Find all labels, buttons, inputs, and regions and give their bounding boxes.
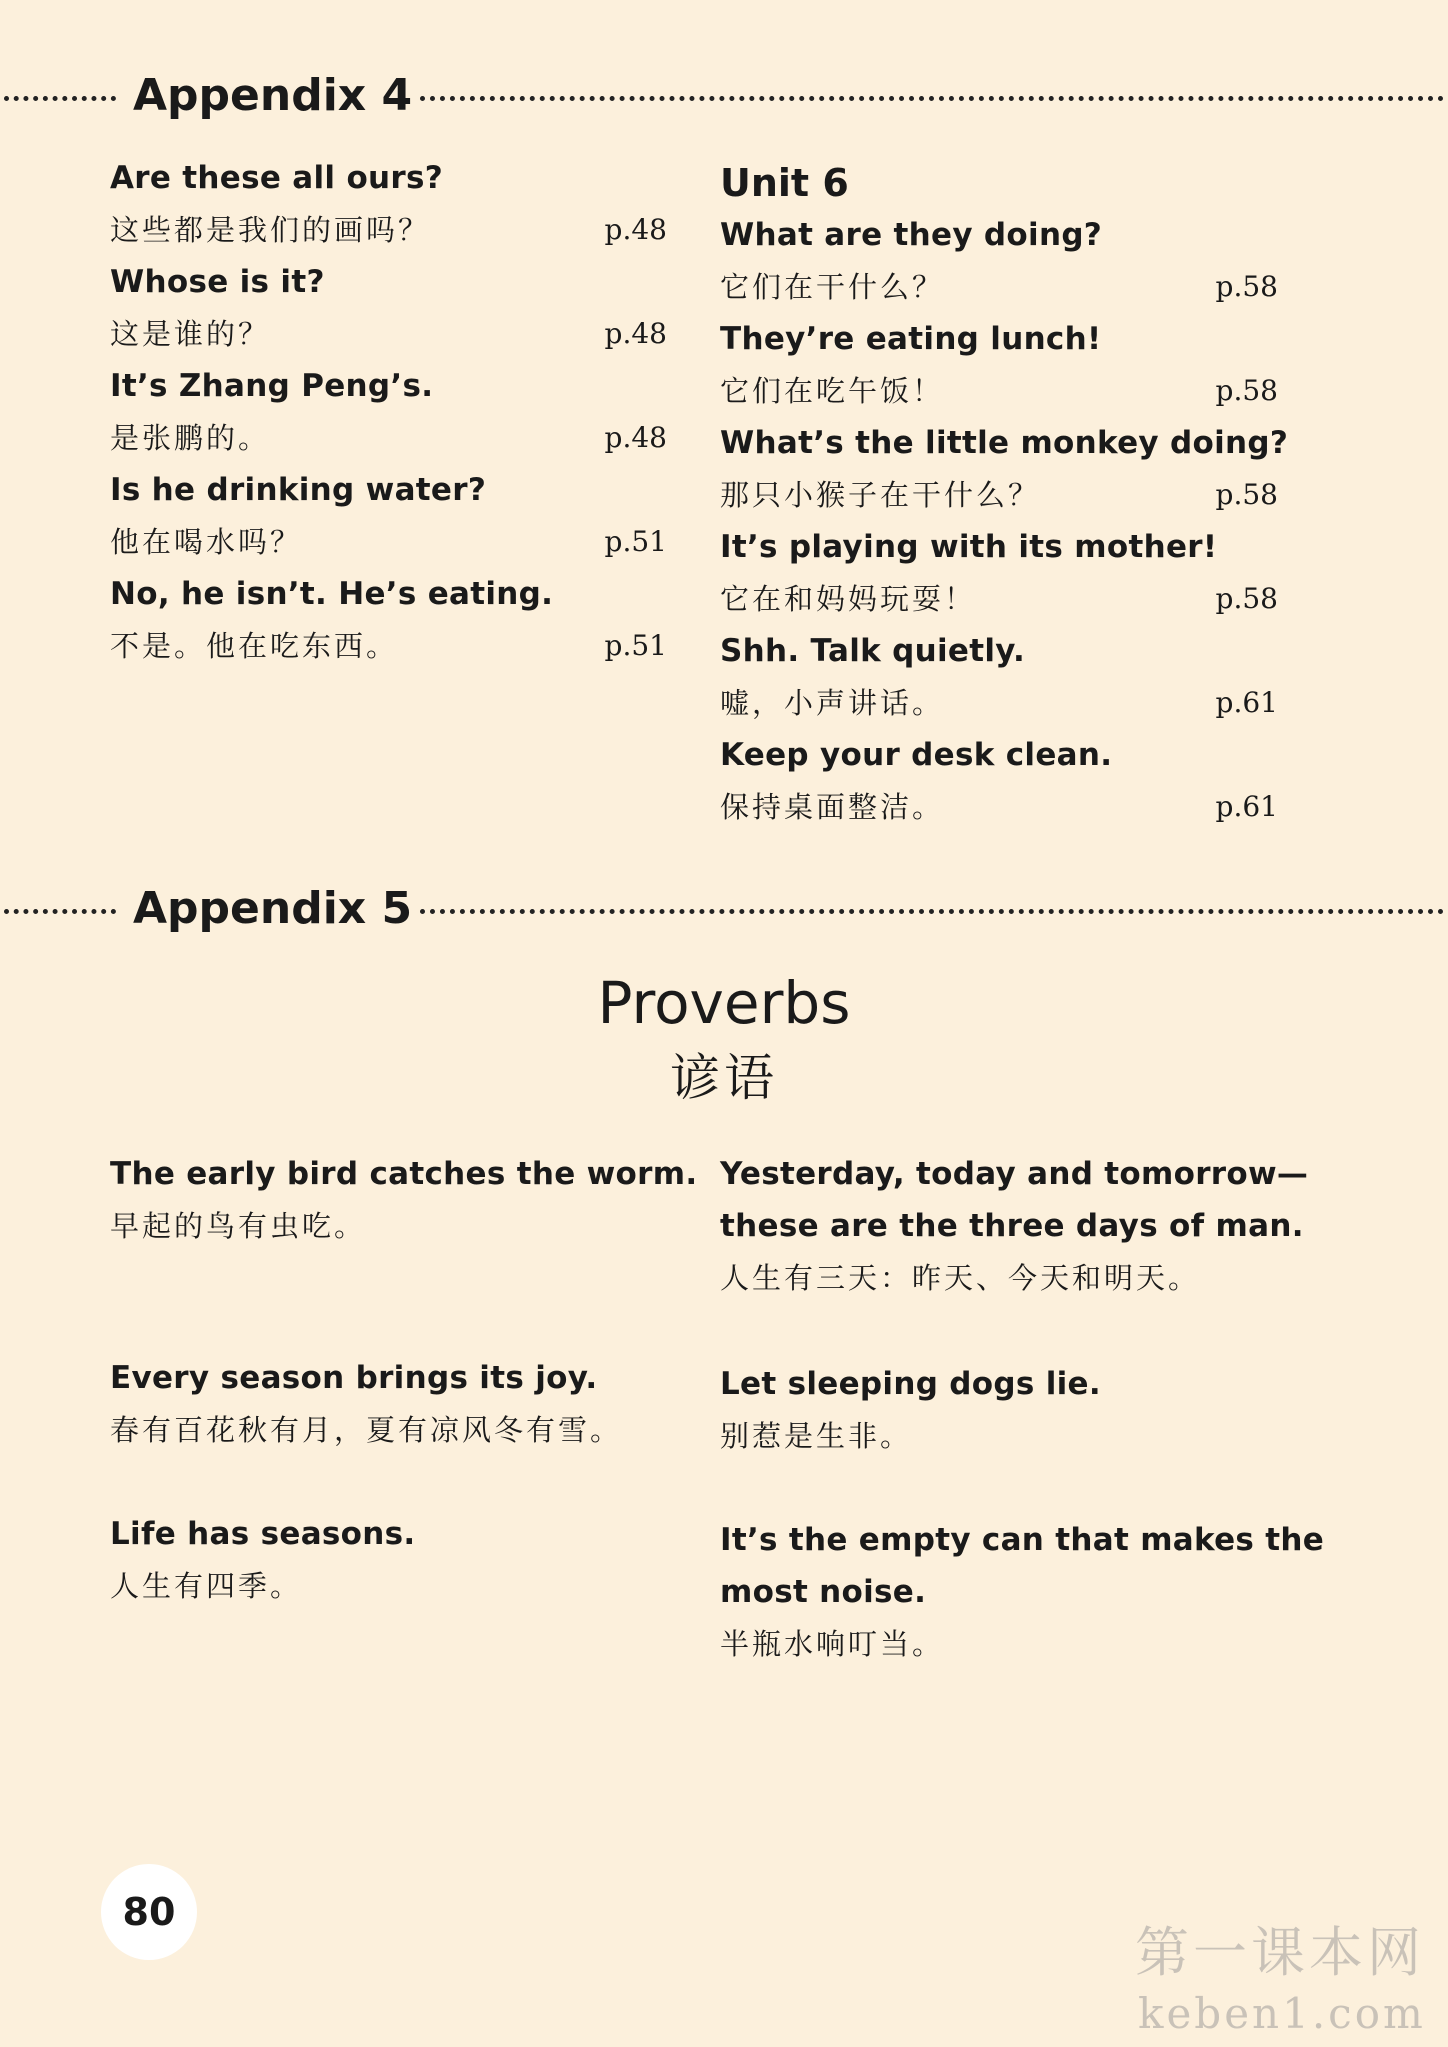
appendix-5-header bbox=[0, 879, 1448, 939]
watermark-chinese: 第一课本网 bbox=[1135, 1921, 1425, 1984]
phrase-item bbox=[110, 568, 667, 672]
phrase-translation-row bbox=[110, 204, 667, 256]
proverb-item bbox=[110, 1148, 698, 1252]
phrase-item bbox=[720, 625, 1278, 729]
proverb-english-line-2: these are the three days of man. bbox=[720, 1208, 1304, 1244]
phrase-chinese: 这是谁的？ bbox=[110, 317, 271, 351]
proverb-chinese: 早起的鸟有虫吃。 bbox=[110, 1209, 367, 1243]
unit-6-title: Unit 6 bbox=[720, 161, 849, 205]
phrase-english: It’s playing with its mother! bbox=[720, 529, 1218, 565]
phrase-chinese: 它们在干什么？ bbox=[720, 270, 945, 304]
phrase-chinese: 不是。他在吃东西。 bbox=[110, 629, 399, 663]
phrase-item bbox=[720, 521, 1278, 625]
appendix-4-title: Appendix 4 bbox=[133, 70, 413, 121]
phrase-item bbox=[720, 209, 1278, 313]
page-reference: p.48 bbox=[604, 317, 667, 350]
dotted-rule-right bbox=[420, 96, 1444, 101]
phrase-chinese: 它们在吃午饭！ bbox=[720, 374, 945, 408]
phrase-chinese: 它在和妈妈玩耍！ bbox=[720, 582, 977, 616]
phrase-translation-row bbox=[720, 365, 1278, 417]
proverb-english-line-1: It’s the empty can that makes the bbox=[720, 1522, 1325, 1558]
phrase-item bbox=[110, 360, 667, 464]
proverb-item bbox=[720, 1358, 1340, 1462]
phrase-translation-row bbox=[110, 516, 667, 568]
page-reference: p.48 bbox=[604, 421, 667, 454]
phrase-item bbox=[110, 256, 667, 360]
proverbs-title: Proverbs bbox=[597, 969, 851, 1037]
phrase-english: What are they doing? bbox=[720, 217, 1103, 253]
phrase-english: Is he drinking water? bbox=[110, 472, 487, 508]
watermark-url: keben1.com bbox=[1138, 1989, 1426, 2038]
phrase-translation-row bbox=[720, 781, 1278, 833]
proverb-chinese: 人生有三天：昨天、今天和明天。 bbox=[720, 1261, 1201, 1295]
proverb-chinese: 人生有四季。 bbox=[110, 1569, 303, 1603]
phrase-chinese: 嘘，小声讲话。 bbox=[720, 686, 945, 720]
proverbs-title-chinese: 谚语 bbox=[670, 1049, 778, 1107]
phrase-item bbox=[720, 729, 1278, 833]
page-reference: p.61 bbox=[1215, 686, 1278, 719]
page-reference: p.48 bbox=[604, 213, 667, 246]
phrase-translation-row bbox=[110, 620, 667, 672]
phrase-chinese: 他在喝水吗？ bbox=[110, 525, 303, 559]
dotted-rule-left bbox=[4, 909, 116, 914]
page-number: 80 bbox=[101, 1864, 197, 1960]
proverb-english: Let sleeping dogs lie. bbox=[720, 1366, 1101, 1402]
page-reference: p.51 bbox=[604, 629, 667, 662]
proverb-english: Life has seasons. bbox=[110, 1516, 416, 1552]
phrase-english: It’s Zhang Peng’s. bbox=[110, 368, 434, 404]
proverb-english-line-2: most noise. bbox=[720, 1574, 927, 1610]
page-reference: p.51 bbox=[604, 525, 667, 558]
appendix-4-header bbox=[0, 66, 1448, 126]
proverb-english: The early bird catches the worm. bbox=[110, 1156, 698, 1192]
proverb-item bbox=[720, 1514, 1340, 1670]
phrase-chinese: 保持桌面整洁。 bbox=[720, 790, 945, 824]
appendix-4-left-column bbox=[110, 152, 667, 672]
phrase-item bbox=[110, 464, 667, 568]
phrase-translation-row bbox=[720, 573, 1278, 625]
dotted-rule-right bbox=[420, 909, 1444, 914]
page-reference: p.58 bbox=[1215, 478, 1278, 511]
proverb-item bbox=[110, 1508, 680, 1612]
phrase-english: No, he isn’t. He’s eating. bbox=[110, 576, 554, 612]
phrase-chinese: 是张鹏的。 bbox=[110, 421, 271, 455]
phrase-english: Whose is it? bbox=[110, 264, 325, 300]
phrase-item bbox=[720, 417, 1289, 521]
phrase-translation-row bbox=[720, 261, 1278, 313]
phrase-item bbox=[110, 152, 667, 256]
proverb-item bbox=[720, 1148, 1340, 1304]
phrase-chinese: 那只小猴子在干什么？ bbox=[720, 478, 1041, 512]
proverb-chinese: 春有百花秋有月，夏有凉风冬有雪。 bbox=[110, 1413, 623, 1447]
proverb-english-line-1: Yesterday, today and tomorrow— bbox=[720, 1156, 1309, 1192]
phrase-english: Shh. Talk quietly. bbox=[720, 633, 1026, 669]
phrase-english: They’re eating lunch! bbox=[720, 321, 1102, 357]
phrase-translation-row bbox=[720, 469, 1278, 521]
page-reference: p.58 bbox=[1215, 374, 1278, 407]
proverb-chinese: 半瓶水响叮当。 bbox=[720, 1627, 945, 1661]
phrase-translation-row bbox=[110, 308, 667, 360]
phrase-english: What’s the little monkey doing? bbox=[720, 425, 1289, 461]
phrase-english: Are these all ours? bbox=[110, 160, 444, 196]
appendix-4-right-column bbox=[720, 157, 1289, 833]
appendix-5-title: Appendix 5 bbox=[133, 883, 413, 934]
page-reference: p.61 bbox=[1215, 790, 1278, 823]
phrase-english: Keep your desk clean. bbox=[720, 737, 1113, 773]
proverb-item bbox=[110, 1352, 680, 1456]
proverb-chinese: 别惹是生非。 bbox=[720, 1419, 913, 1453]
page-reference: p.58 bbox=[1215, 270, 1278, 303]
phrase-item bbox=[720, 313, 1278, 417]
page-reference: p.58 bbox=[1215, 582, 1278, 615]
phrase-translation-row bbox=[110, 412, 667, 464]
dotted-rule-left bbox=[4, 96, 116, 101]
phrase-chinese: 这些都是我们的画吗？ bbox=[110, 213, 431, 247]
phrase-translation-row bbox=[720, 677, 1278, 729]
proverb-english: Every season brings its joy. bbox=[110, 1360, 598, 1396]
